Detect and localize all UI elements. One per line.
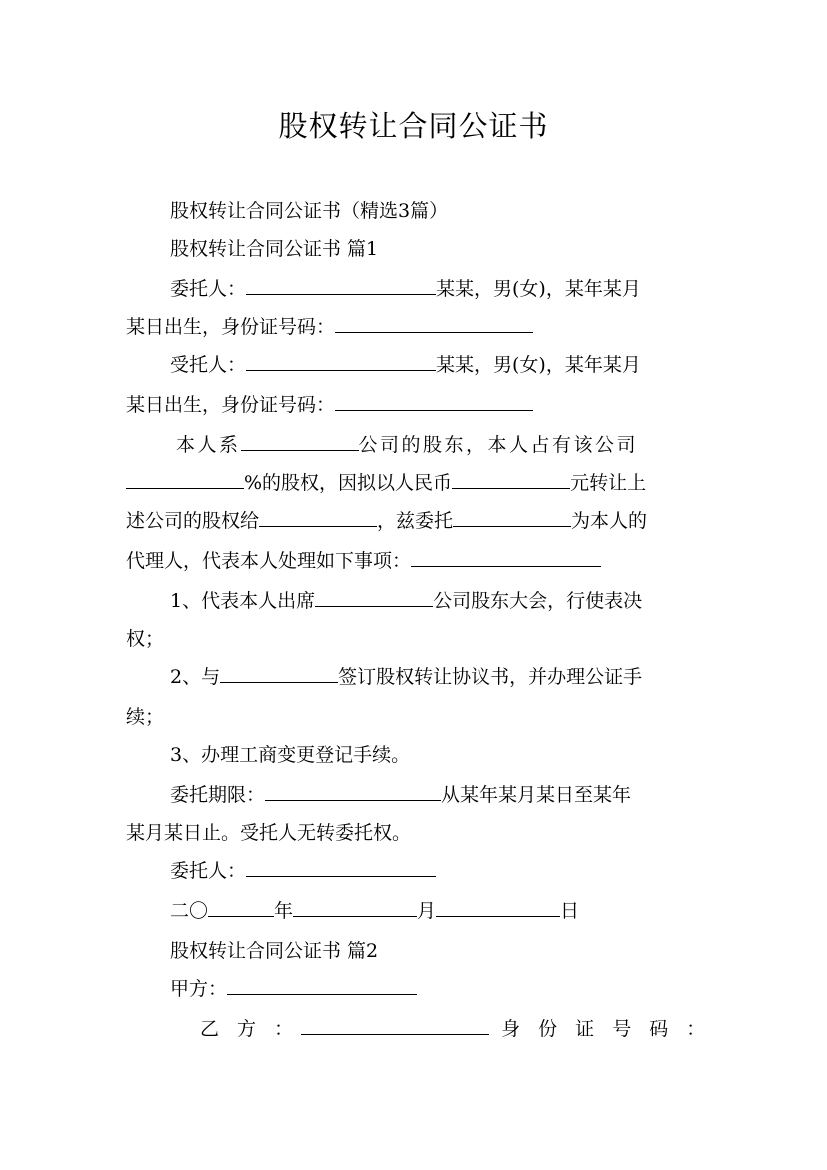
date-year-label: 年 [274, 900, 294, 922]
date-prefix: 二〇 [170, 900, 209, 922]
fill-blank-day [436, 896, 560, 917]
text-fragment: 某日出生，身份证号码： [126, 394, 336, 416]
fill-blank [246, 856, 436, 877]
fill-blank [301, 1014, 489, 1035]
fill-blank-year [208, 896, 274, 917]
fill-blank [411, 546, 601, 567]
paragraph-line [170, 586, 702, 616]
paragraph-line [126, 546, 702, 576]
text-fragment: 某某，男(女)，某年某月 [436, 278, 641, 300]
fill-blank [453, 506, 571, 527]
text-fragment: 某某，男(女)，某年某月 [436, 354, 641, 376]
text-fragment: 某日出生，身份证号码： [126, 316, 336, 338]
paragraph-line [170, 780, 702, 810]
paragraph-line [170, 350, 702, 380]
section-heading-part1: 股权转让合同公证书 篇1 [170, 238, 379, 260]
text-fragment: %的股权，因拟以人民币 [244, 472, 453, 494]
label-agent: 受托人： [170, 354, 247, 376]
fill-blank [315, 586, 433, 607]
document-subtitle: 股权转让合同公证书（精选3篇） [170, 200, 449, 222]
paragraph-line [126, 312, 702, 342]
fill-blank [335, 390, 533, 411]
fill-blank [246, 274, 436, 295]
text-fragment: 从某年某月某日至某年 [441, 784, 632, 806]
text-fragment: 公司的股东，本人占有该公司 [358, 434, 639, 456]
paragraph-line [200, 1014, 706, 1044]
label-principal-signature: 委托人： [170, 860, 247, 882]
paragraph-line: 续； [126, 706, 165, 728]
fill-blank [126, 468, 244, 489]
text-fragment: 为本人的 [571, 510, 648, 532]
text-fragment: 身 份 证 号 码 ： [501, 1018, 706, 1040]
section-heading-part2: 股权转让合同公证书 篇2 [170, 940, 379, 962]
text-fragment: ，兹委托 [377, 510, 454, 532]
list-item-1: 1、代表本人出席 [170, 590, 316, 612]
text-fragment: 签订股权转让协议书，并办理公证手 [338, 666, 643, 688]
paragraph-line [126, 506, 702, 536]
text-fragment: 述公司的股权给 [126, 510, 260, 532]
paragraph-line [126, 468, 702, 498]
paragraph-line [170, 974, 702, 1004]
document-title: 股权转让合同公证书 [278, 109, 549, 143]
date-line [170, 896, 702, 926]
fill-blank [241, 430, 359, 451]
list-item-2: 2、与 [170, 666, 221, 688]
label-party-b: 乙 方 ： [200, 1018, 294, 1040]
text-fragment: 元转让上 [570, 472, 647, 494]
fill-blank [227, 974, 417, 995]
label-term: 委托期限： [170, 784, 266, 806]
date-month-label: 月 [417, 900, 437, 922]
label-party-a: 甲方： [170, 978, 228, 1000]
fill-blank [335, 312, 533, 333]
fill-blank [259, 506, 377, 527]
signature-line [170, 856, 702, 886]
paragraph-line [170, 662, 702, 692]
paragraph-line [126, 390, 702, 420]
fill-blank [220, 662, 338, 683]
text-fragment: 代理人，代表本人处理如下事项： [126, 550, 412, 572]
paragraph-line [170, 274, 702, 304]
list-item-3: 3、办理工商变更登记手续。 [170, 744, 411, 766]
paragraph-line: 某月某日止。受托人无转委托权。 [126, 822, 412, 844]
fill-blank-month [293, 896, 417, 917]
paragraph-line [176, 430, 702, 460]
fill-blank [265, 780, 441, 801]
date-day-label: 日 [560, 900, 580, 922]
text-fragment: 公司股东大会，行使表决 [433, 590, 643, 612]
label-principal: 委托人： [170, 278, 247, 300]
fill-blank [452, 468, 570, 489]
text-fragment: 本人系 [176, 434, 241, 456]
fill-blank [246, 350, 436, 371]
paragraph-line: 权； [126, 628, 165, 650]
